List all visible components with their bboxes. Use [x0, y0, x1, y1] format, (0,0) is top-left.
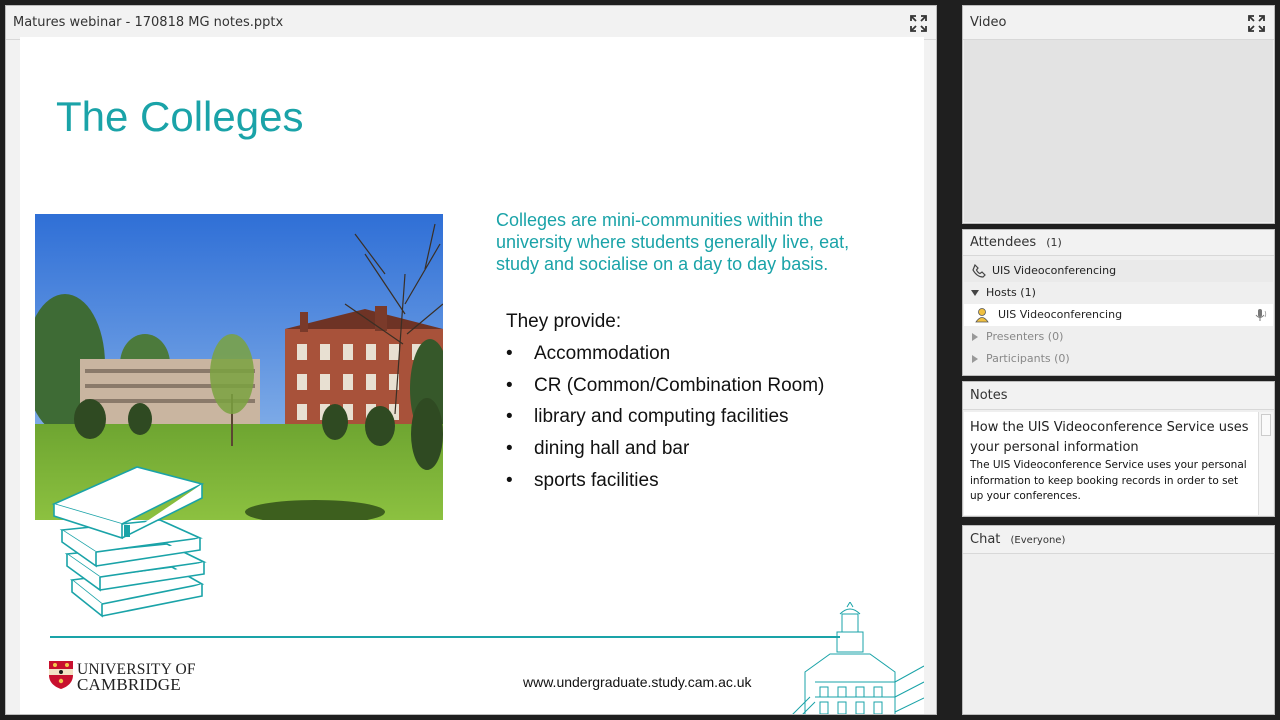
- microphone-icon[interactable]: [1253, 308, 1267, 322]
- list-item: • dining hall and bar: [506, 438, 690, 460]
- notes-heading: How the UIS Videoconference Service uses your personal information: [970, 420, 1249, 455]
- notes-pod: [962, 381, 1275, 517]
- hosts-group[interactable]: [964, 282, 1273, 304]
- video-pod-title: Video: [970, 15, 1007, 30]
- list-item: • sports facilities: [506, 469, 659, 491]
- presenters-group[interactable]: [964, 326, 1273, 348]
- chat-scope[interactable]: (Everyone): [1010, 535, 1066, 546]
- building-illustration: [790, 602, 924, 715]
- chat-pod: [962, 525, 1275, 715]
- chat-title: Chat: [970, 532, 1001, 547]
- list-item: • CR (Common/Combination Room): [506, 374, 825, 396]
- host-icon: [974, 307, 990, 323]
- video-pod-titlebar: [963, 6, 1274, 40]
- host-row[interactable]: [964, 304, 1273, 326]
- attendees-pod: [962, 229, 1275, 376]
- slide-pod-title: Matures webinar - 170818 MG notes.pptx: [13, 15, 284, 30]
- participants-label: Participants (0): [986, 352, 1070, 365]
- list-item: • library and computing facilities: [506, 406, 789, 428]
- university-logo: [77, 662, 196, 692]
- website-url: www.undergraduate.study.cam.ac.uk: [523, 674, 752, 690]
- owner-row[interactable]: [964, 260, 1273, 282]
- hosts-label: Hosts (1): [986, 286, 1036, 299]
- attendees-title: Attendees: [970, 235, 1037, 250]
- chat-titlebar: [963, 526, 1274, 554]
- video-area: [964, 40, 1273, 222]
- attendees-titlebar: [963, 230, 1274, 256]
- books-illustration: [42, 462, 222, 622]
- divider: [50, 636, 840, 638]
- facilities-list: [506, 343, 824, 501]
- maximize-icon[interactable]: [910, 15, 927, 32]
- notes-body: The UIS Videoconference Service uses your personal information to keep booking records in order to set up your conferences.: [970, 459, 1247, 502]
- video-pod: [962, 5, 1275, 224]
- intro-text: Colleges are mini-communities within the university where students generally live, eat, study and socialise on a day to day basis.: [496, 210, 850, 274]
- slide-canvas: [20, 37, 924, 715]
- slide-title: The Colleges: [56, 93, 304, 140]
- maximize-icon[interactable]: [1248, 15, 1265, 32]
- triangle-right-icon: [972, 355, 978, 363]
- owner-name: UIS Videoconferencing: [992, 264, 1117, 277]
- notes-content[interactable]: [964, 412, 1258, 515]
- presenters-label: Presenters (0): [986, 330, 1064, 343]
- slide-pod: [5, 5, 937, 715]
- chat-area: [964, 556, 1273, 713]
- slide-pod-titlebar: [6, 6, 936, 40]
- notes-title: Notes: [970, 388, 1008, 403]
- participants-group[interactable]: [964, 348, 1273, 370]
- list-item: • Accommodation: [506, 343, 671, 364]
- logo-line1: UNIVERSITY OF: [77, 661, 196, 678]
- attendees-count: (1): [1046, 236, 1062, 249]
- notes-scrollbar[interactable]: [1258, 412, 1273, 515]
- logo-line2: CAMBRIDGE: [77, 675, 181, 694]
- phone-icon: [972, 264, 986, 278]
- notes-titlebar: [963, 382, 1274, 410]
- host-name: UIS Videoconferencing: [998, 308, 1123, 321]
- scrollbar-thumb[interactable]: [1261, 414, 1271, 436]
- provide-label: They provide:: [506, 311, 622, 332]
- triangle-down-icon: [971, 290, 979, 296]
- cambridge-crest-icon: [48, 660, 74, 690]
- triangle-right-icon: [972, 333, 978, 341]
